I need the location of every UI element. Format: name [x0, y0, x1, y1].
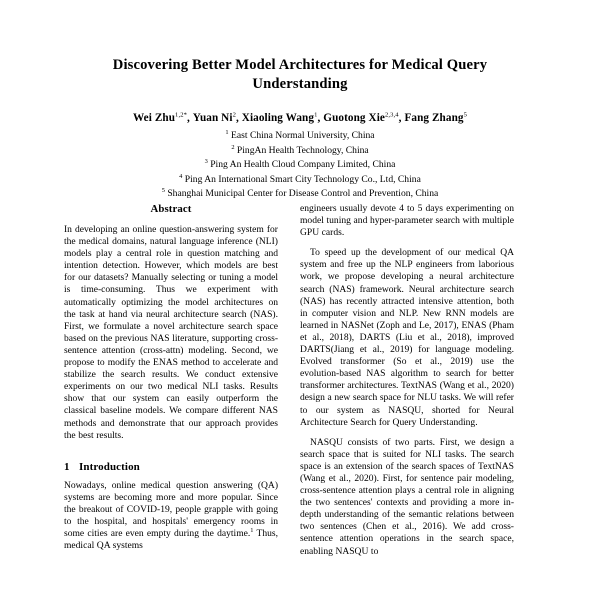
author-separator: ,: [317, 111, 324, 124]
author-list: [76, 111, 524, 126]
author-entry: [404, 112, 467, 124]
section-number: 1: [64, 460, 70, 473]
affiliation-item: [76, 144, 524, 159]
affiliation-marker: 2: [231, 143, 235, 151]
author-entry: [323, 112, 398, 124]
affiliation-item: [76, 187, 524, 202]
affiliation-item: [76, 129, 524, 144]
author-affiliation-marker: 1: [314, 110, 318, 118]
two-column-body: [0, 203, 600, 600]
affiliation-marker: 3: [204, 158, 208, 166]
author-affiliation-marker: 2,3,4: [384, 110, 399, 118]
introduction-heading: [64, 461, 278, 473]
author-name: Yuan Ni: [192, 111, 233, 124]
left-column: [64, 203, 278, 600]
affiliation-item: [76, 158, 524, 173]
abstract-heading: Abstract: [150, 203, 192, 215]
author-affiliation-marker: 1,2: [175, 110, 184, 118]
right-column: [300, 203, 514, 600]
author-separator: ,: [398, 111, 405, 124]
continued-paragraph: engineers usually devote 4 to 5 days experimenting on model tuning and hyper-parameter search with multiple GPU cards.: [300, 203, 514, 239]
section-spacer: [64, 450, 278, 461]
author-name: Guotong Xie: [323, 111, 385, 124]
affiliation-list: [76, 129, 524, 202]
intro-paragraph-2: To speed up the development of our medical QA system and free up the NLP engineers from laborious work, we propose developing a neural architecture search (NAS) framework. Neural architecture search (NAS) has recently attracted intensive attention, both in computer vision and NLP. New RNN models are learned in NASNet (Zoph and Le, 2017), ENAS (Pham et al., 2018), DARTS (Liu et al., 2018), improved DARTS(Jiang et al., 2019) for language modeling. Evolved transformer (So et al., 2019) use the evolution-based NAS algorithm to search for better transformer architectures. TextNAS (Wang et al., 2020) design a new search space for NLU tasks. We will refer to our system as NASQU, shorted for Neural Architecture Search for Query Understanding.: [300, 247, 514, 428]
footnote-marker: 1: [250, 526, 254, 534]
affiliation-text: East China Normal University, China: [231, 130, 375, 142]
author-entry: [242, 112, 318, 124]
affiliation-text: Ping An International Smart City Technology Co., Ltd, China: [184, 173, 421, 185]
intro-text-part-2: Thus, medical QA systems: [64, 528, 278, 552]
intro-paragraph-3: NASQU consists of two parts. First, we design a search space that is suited for NLI tasks. The search space is an extension of the search spaces of TextNAS (Wang et al., 2020). First, for sentence pair modeling, cross-sentence attention plays a central role in aligning the two sentences' contexts and providing a more in-depth understanding of the semantic relations between two sentences (Chen et al., 2016). We add cross-sentence attention operations in the search space, enabling NASQU to: [300, 436, 514, 557]
affiliation-marker: 4: [179, 172, 183, 180]
author-corresponding-marker: *: [183, 110, 187, 118]
author-entry: [193, 112, 236, 124]
affiliation-marker: 5: [161, 187, 165, 195]
author-name: Fang Zhang: [404, 111, 464, 124]
section-title: Introduction: [79, 460, 140, 473]
author-affiliation-marker: 2: [232, 110, 236, 118]
affiliation-text: Shanghai Municipal Center for Disease Control and Prevention, China: [167, 188, 439, 200]
affiliation-text: Ping An Health Cloud Company Limited, China: [210, 159, 396, 171]
intro-text-part-1: Nowadays, online medical question answering (QA) systems are becoming more and more popular. Since the breakout of COVID-19, people grapple with going to the hospital, and hospitals' emergency rooms in some cities are even empty during the daytime.: [64, 479, 278, 540]
introduction-paragraph-1: [64, 480, 278, 553]
author-name: Xiaoling Wang: [241, 111, 315, 124]
affiliation-marker: 1: [225, 128, 229, 136]
affiliation-item: [76, 173, 524, 188]
abstract-text: In developing an online question-answering system for the medical domains, natural language inference (NLI) models play a central role in question matching and intention detection. However, which models are best for our datasets? Manually selecting or tuning a model is time-consuming. Thus we experiment with automatically optimizing the model architectures on the task at hand via neural architecture search (NAS). First, we formulate a novel architecture search space based on the previous NAS literature, supporting cross-sentence attention (cross-attn) modeling. Second, we propose to modify the ENAS method to accelerate and stabilize the search results. We conduct extensive experiments on our two medical NLI tasks. Results show that our system can easily outperform the classical baseline models. We compare different NAS methods and demonstrate that our approach provides the best results.: [64, 224, 278, 441]
author-separator: ,: [235, 111, 242, 124]
title-block: [0, 0, 600, 202]
affiliation-text: PingAn Health Technology, China: [236, 144, 369, 156]
page-title: Discovering Better Model Architectures for Medical Query Understanding: [112, 57, 488, 93]
author-affiliation-marker: 5: [463, 110, 467, 118]
author-name: Wei Zhu: [133, 111, 176, 124]
author-separator: ,: [187, 111, 193, 124]
author-entry: [133, 112, 187, 124]
